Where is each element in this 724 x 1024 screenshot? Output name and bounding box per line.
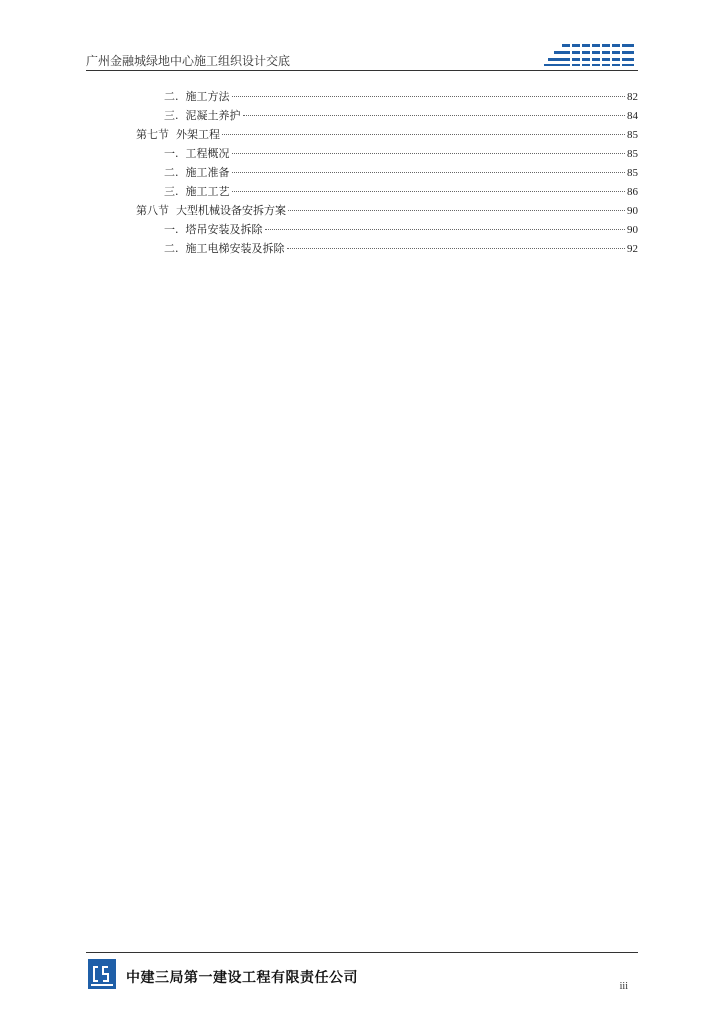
- document-title: 广州金融城绿地中心施工组织设计交底: [86, 54, 291, 68]
- toc-entry-page: 85: [627, 129, 638, 141]
- toc-entry-label: 第八节 大型机械设备安拆方案: [136, 204, 286, 217]
- toc-leader-dots: [232, 191, 626, 192]
- toc-entry-label: 三. 施工工艺: [164, 185, 230, 198]
- toc-entry-page: 86: [627, 186, 638, 198]
- toc-entry[interactable]: [136, 144, 638, 163]
- toc-entry-page: 85: [627, 167, 638, 179]
- toc-entry-label: 二. 施工电梯安装及拆除: [164, 242, 285, 255]
- toc-entry-label: 第七节 外架工程: [136, 128, 220, 141]
- toc-entry-page: 92: [627, 243, 638, 255]
- cscec-logo: [88, 959, 116, 989]
- page-header: [86, 40, 638, 71]
- toc-leader-dots: [287, 248, 626, 249]
- toc-entry[interactable]: [136, 106, 638, 125]
- toc-entry-label: 二. 施工准备: [164, 166, 230, 179]
- toc-entry-page: 90: [627, 205, 638, 217]
- toc-entry-label: 三. 泥凝土养护: [164, 109, 241, 122]
- toc-entry-page: 90: [627, 224, 638, 236]
- toc-entry-page: 85: [627, 148, 638, 160]
- toc-entry[interactable]: [136, 220, 638, 239]
- toc-entry-page: 82: [627, 91, 638, 103]
- toc-entry-page: 84: [627, 110, 638, 122]
- toc-entry[interactable]: [136, 182, 638, 201]
- toc-leader-dots: [265, 229, 626, 230]
- toc-leader-dots: [232, 172, 626, 173]
- table-of-contents: [136, 87, 638, 258]
- company-stripes-logo: [544, 42, 636, 68]
- toc-entry-label: 一. 塔吊安装及拆除: [164, 223, 263, 236]
- toc-entry-label: 一. 工程概况: [164, 147, 230, 160]
- toc-entry[interactable]: [136, 125, 638, 144]
- company-name: 中建三局第一建设工程有限责任公司: [126, 970, 358, 986]
- toc-entry-label: 二. 施工方法: [164, 90, 230, 103]
- page-number: iii: [619, 981, 628, 992]
- toc-entry[interactable]: [136, 201, 638, 220]
- toc-entry[interactable]: [136, 163, 638, 182]
- toc-leader-dots: [232, 153, 626, 154]
- toc-leader-dots: [222, 134, 625, 135]
- toc-entry[interactable]: [136, 87, 638, 106]
- toc-leader-dots: [243, 115, 626, 116]
- toc-entry[interactable]: [136, 239, 638, 258]
- toc-leader-dots: [288, 210, 625, 211]
- toc-leader-dots: [232, 96, 626, 97]
- page-footer: [86, 952, 638, 993]
